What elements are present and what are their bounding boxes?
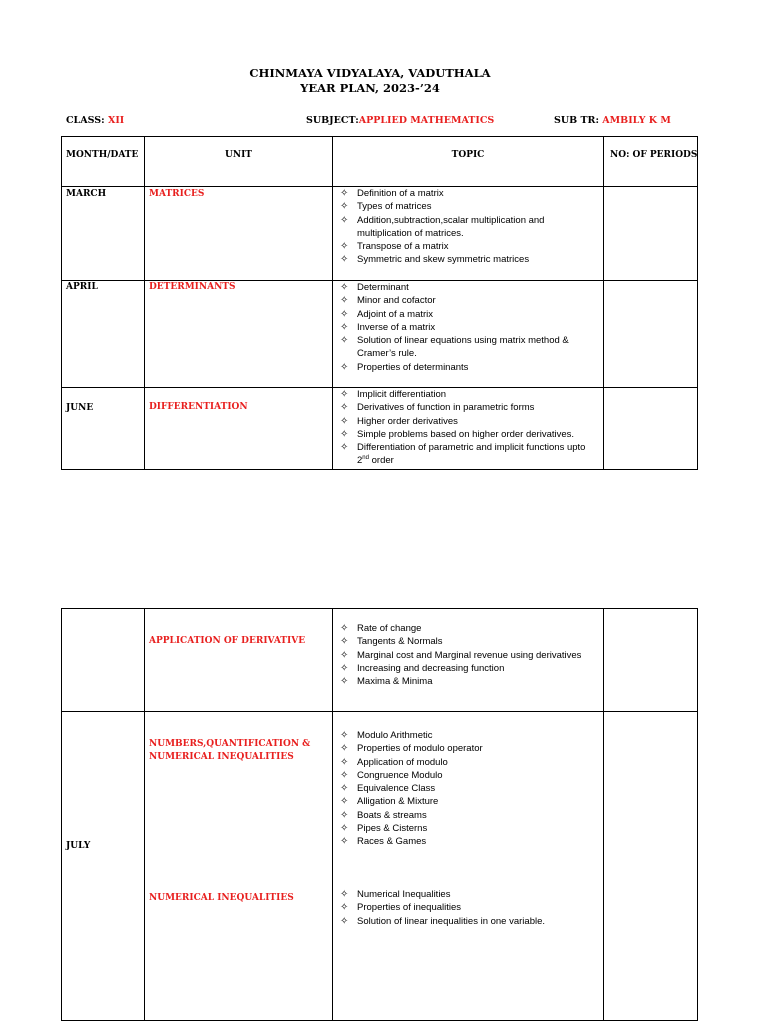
diamond-bullet-icon: ✧ xyxy=(340,254,349,266)
row-month: APRIL xyxy=(66,282,98,292)
header-periods: NO: OF PERIODS xyxy=(610,150,698,160)
teacher-value: AMBILY K M xyxy=(602,115,671,126)
diamond-bullet-icon: ✧ xyxy=(340,389,349,400)
list-item: ✧ Derivatives of function in parametric forms xyxy=(340,402,535,414)
list-item: ✧ Adjoint of a matrix xyxy=(340,308,434,320)
diamond-bullet-icon: ✧ xyxy=(340,201,349,213)
diamond-bullet-icon: ✧ xyxy=(340,214,349,226)
row-unit: NUMBERS,QUANTIFICATION & NUMERICAL INEQUALITIES xyxy=(149,739,311,762)
list-item: ✧ Higher order derivatives xyxy=(340,415,458,427)
list-item: ✧ Increasing and decreasing function xyxy=(340,662,505,674)
diamond-bullet-icon: ✧ xyxy=(340,442,349,454)
list-item: ✧ Congruence Modulo xyxy=(340,769,443,781)
list-item: ✧ Addition,subtraction,scalar multiplication and multiplication of matrices. xyxy=(340,214,545,239)
list-item: ✧ Simple problems based on higher order derivatives. xyxy=(340,428,575,440)
diamond-bullet-icon: ✧ xyxy=(340,623,349,634)
diamond-bullet-icon: ✧ xyxy=(340,796,349,808)
list-item: ✧ Symmetric and skew symmetric matrices xyxy=(340,254,530,266)
diamond-bullet-icon: ✧ xyxy=(340,662,349,674)
row-month: JULY xyxy=(66,841,91,851)
list-item: ✧ Equivalence Class xyxy=(340,783,436,795)
list-item: ✧ Solution of linear equations using matrix method & Cramer’s rule. xyxy=(340,335,569,360)
diamond-bullet-icon: ✧ xyxy=(340,335,349,347)
list-item: ✧ Transpose of a matrix xyxy=(340,241,449,253)
diamond-bullet-icon: ✧ xyxy=(340,915,349,927)
diamond-bullet-icon: ✧ xyxy=(340,361,349,373)
header-unit: UNIT xyxy=(225,150,252,160)
list-item: ✧ Properties of modulo operator xyxy=(340,743,483,755)
diamond-bullet-icon: ✧ xyxy=(340,636,349,648)
header-month: MONTH/DATE xyxy=(66,150,139,160)
list-item: ✧ Races & Games xyxy=(340,836,427,848)
diamond-bullet-icon: ✧ xyxy=(340,836,349,848)
row-month: MARCH xyxy=(66,189,107,199)
diamond-bullet-icon: ✧ xyxy=(340,241,349,253)
diamond-bullet-icon: ✧ xyxy=(340,889,349,900)
class-info xyxy=(66,115,124,126)
diamond-bullet-icon: ✧ xyxy=(340,769,349,781)
diamond-bullet-icon: ✧ xyxy=(340,402,349,414)
row-month: JUNE xyxy=(66,403,94,413)
list-item: ✧ Application of modulo xyxy=(340,756,448,768)
subject-value: APPLIED MATHEMATICS xyxy=(358,115,495,126)
row-unit: APPLICATION OF DERIVATIVE xyxy=(149,636,306,646)
list-item: ✧ Determinant xyxy=(340,282,409,293)
diamond-bullet-icon: ✧ xyxy=(340,756,349,768)
list-item: ✧ Inverse of a matrix xyxy=(340,321,436,333)
diamond-bullet-icon: ✧ xyxy=(340,295,349,307)
diamond-bullet-icon: ✧ xyxy=(340,823,349,835)
list-item: ✧ Marginal cost and Marginal revenue using derivatives xyxy=(340,649,582,661)
subject-label: SUBJECT: xyxy=(306,115,359,126)
class-value: XII xyxy=(107,115,125,126)
topic-list xyxy=(337,729,599,849)
topic-list xyxy=(337,281,599,374)
diamond-bullet-icon: ✧ xyxy=(340,188,349,199)
row-unit: DIFFERENTIATION xyxy=(149,402,248,412)
list-item: ✧ Numerical Inequalities xyxy=(340,889,451,900)
diamond-bullet-icon: ✧ xyxy=(340,415,349,427)
diamond-bullet-icon: ✧ xyxy=(340,809,349,821)
school-name: CHINMAYA VIDYALAYA, VADUTHALA xyxy=(249,66,491,80)
list-item: ✧ Solution of linear inequalities in one variable. xyxy=(340,915,546,927)
diamond-bullet-icon: ✧ xyxy=(340,649,349,661)
row-unit: NUMERICAL INEQUALITIES xyxy=(149,893,294,903)
header-topic: TOPIC xyxy=(451,150,485,160)
list-item: ✧ Properties of inequalities xyxy=(340,902,462,914)
list-item: ✧ Boats & streams xyxy=(340,809,427,821)
topic-list xyxy=(337,187,599,267)
list-item: ✧ Tangents & Normals xyxy=(340,636,443,648)
list-item: ✧ Pipes & Cisterns xyxy=(340,823,428,835)
plan-title: YEAR PLAN, 2023-’24 xyxy=(300,81,440,95)
subject-info xyxy=(306,115,494,126)
class-label: CLASS: xyxy=(66,115,105,126)
list-item: ✧ Modulo Arithmetic xyxy=(340,730,433,741)
topic-list xyxy=(337,888,599,928)
topic-list xyxy=(337,622,599,688)
list-item: ✧ Types of matrices xyxy=(340,201,432,213)
list-item: ✧ Implicit differentiation xyxy=(340,389,447,400)
diamond-bullet-icon: ✧ xyxy=(340,321,349,333)
list-item: ✧ Alligation & Mixture xyxy=(340,796,439,808)
list-item: ✧ Rate of change xyxy=(340,623,422,634)
topic-list xyxy=(337,388,599,468)
diamond-bullet-icon: ✧ xyxy=(340,783,349,795)
diamond-bullet-icon: ✧ xyxy=(340,282,349,293)
list-item: ✧ Differentiation of parametric and implicit functions upto 2nd order xyxy=(340,442,586,467)
diamond-bullet-icon: ✧ xyxy=(340,743,349,755)
list-item: ✧ Maxima & Minima xyxy=(340,676,433,688)
row-unit: DETERMINANTS xyxy=(149,282,236,292)
row-unit: MATRICES xyxy=(149,189,205,199)
list-item: ✧ Definition of a matrix xyxy=(340,188,444,199)
list-item: ✧ Minor and cofactor xyxy=(340,295,436,307)
diamond-bullet-icon: ✧ xyxy=(340,428,349,440)
diamond-bullet-icon: ✧ xyxy=(340,730,349,741)
teacher-label: SUB TR: xyxy=(554,115,599,126)
list-item: ✧ Properties of determinants xyxy=(340,361,469,373)
diamond-bullet-icon: ✧ xyxy=(340,676,349,688)
diamond-bullet-icon: ✧ xyxy=(340,308,349,320)
diamond-bullet-icon: ✧ xyxy=(340,902,349,914)
teacher-info xyxy=(554,115,671,126)
